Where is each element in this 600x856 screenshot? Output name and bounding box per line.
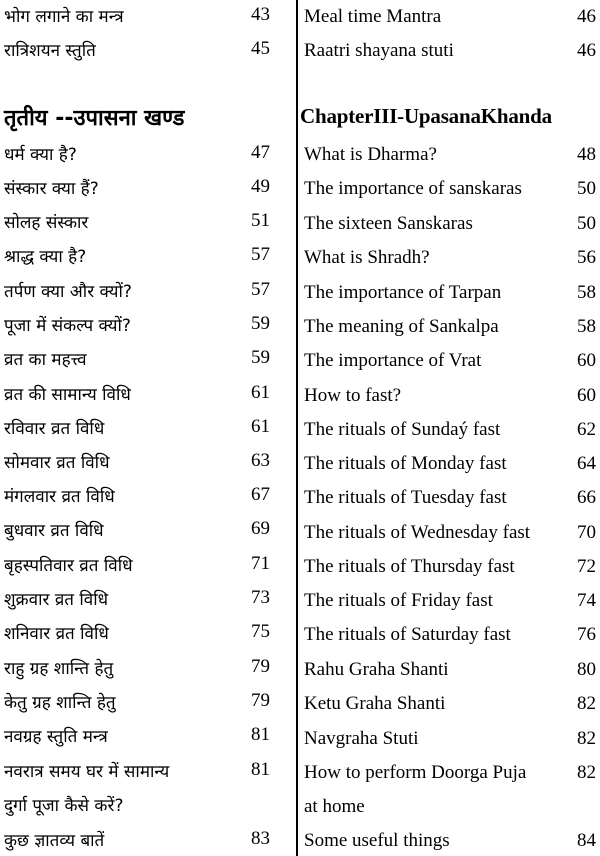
entry-page: 83 — [251, 828, 270, 849]
entry-title: The meaning of Sankalpa — [304, 316, 499, 337]
entry-title: Ketu Graha Shanti — [304, 693, 446, 714]
entry-title: नवरात्र समय घर में सामान्य — [4, 762, 170, 782]
toc-entry — [0, 313, 296, 336]
toc-entry — [300, 419, 600, 441]
entry-title: केतु ग्रह शान्ति हेतु — [4, 693, 116, 713]
entry-title: Rahu Graha Shanti — [304, 659, 449, 680]
entry-title: शनिवार व्रत विधि — [4, 624, 109, 644]
entry-page: 72 — [577, 556, 596, 577]
entry-page: 74 — [577, 590, 596, 611]
entry-title: Navgraha Stuti — [304, 728, 419, 749]
toc-entry — [300, 247, 600, 269]
entry-page: 50 — [577, 213, 596, 234]
entry-page: 59 — [251, 347, 270, 368]
entry-title: How to perform Doorga Puja — [304, 762, 527, 783]
entry-page: 46 — [577, 6, 596, 27]
toc-entry — [300, 350, 600, 372]
entry-title: तर्पण क्या और क्यों? — [4, 282, 132, 302]
entry-page: 79 — [251, 690, 270, 711]
entry-title: नवग्रह स्तुति मन्त्र — [4, 727, 108, 747]
entry-title: भोग लगाने का मन्त्र — [4, 7, 124, 27]
toc-entry — [0, 279, 296, 302]
entry-page: 47 — [251, 142, 270, 163]
toc-entry — [300, 316, 600, 338]
entry-title: श्राद्ध क्या है? — [4, 247, 87, 267]
section-heading — [0, 102, 296, 132]
entry-page: 58 — [577, 282, 596, 303]
entry-title: व्रत का महत्त्व — [4, 350, 87, 370]
toc-entry — [300, 830, 600, 852]
entry-page: 79 — [251, 656, 270, 677]
entry-title: The rituals of Sundaý fast — [304, 419, 501, 440]
entry-page: 81 — [251, 724, 270, 745]
toc-entry — [300, 762, 600, 784]
toc-entry — [300, 40, 600, 62]
entry-page: 60 — [577, 385, 596, 406]
toc-entry — [0, 484, 296, 507]
toc-entry — [0, 587, 296, 610]
entry-title: रात्रिशयन स्तुति — [4, 41, 96, 61]
entry-title: The importance of sanskaras — [304, 178, 522, 199]
entry-title: What is Dharma? — [304, 144, 437, 165]
toc-entry — [0, 382, 296, 405]
toc-entry — [0, 621, 296, 644]
entry-page: 81 — [251, 759, 270, 780]
toc-entry — [300, 728, 600, 750]
entry-page: 61 — [251, 382, 270, 403]
toc-entry — [0, 347, 296, 370]
toc-entry-continued — [300, 796, 600, 818]
entry-title: Raatri shayana stuti — [304, 40, 454, 61]
entry-title: बृहस्पतिवार व्रत विधि — [4, 556, 133, 576]
toc-entry — [0, 38, 296, 61]
toc-entry-continued — [0, 793, 296, 816]
entry-title: पूजा में संकल्प क्यों? — [4, 316, 131, 336]
toc-entry — [300, 213, 600, 235]
entry-page: 82 — [577, 728, 596, 749]
entry-page: 58 — [577, 316, 596, 337]
entry-title: संस्कार क्या हैं? — [4, 179, 99, 199]
section-heading — [300, 104, 600, 129]
toc-entry — [300, 693, 600, 715]
entry-page: 59 — [251, 313, 270, 334]
entry-title: The rituals of Thursday fast — [304, 556, 515, 577]
entry-page: 73 — [251, 587, 270, 608]
toc-entry — [300, 522, 600, 544]
entry-page: 43 — [251, 4, 270, 25]
entry-page: 64 — [577, 453, 596, 474]
entry-title: Meal time Mantra — [304, 6, 442, 27]
section-title: तृतीय --उपासना खण्ड — [4, 106, 185, 131]
entry-page: 61 — [251, 416, 270, 437]
entry-title: The rituals of Friday fast — [304, 590, 493, 611]
toc-entry — [300, 453, 600, 475]
entry-title: राहु ग्रह शान्ति हेतु — [4, 659, 114, 679]
entry-title: How to fast? — [304, 385, 402, 406]
entry-title: बुधवार व्रत विधि — [4, 521, 104, 541]
column-divider — [296, 0, 298, 856]
toc-entry — [0, 176, 296, 199]
entry-page: 69 — [251, 518, 270, 539]
entry-title: The rituals of Tuesday fast — [304, 487, 507, 508]
toc-entry — [0, 553, 296, 576]
entry-title: at home — [304, 796, 365, 817]
entry-page: 48 — [577, 144, 596, 165]
entry-title: The rituals of Monday fast — [304, 453, 507, 474]
toc-entry — [0, 210, 296, 233]
entry-page: 45 — [251, 38, 270, 59]
toc-entry — [300, 624, 600, 646]
entry-title: The importance of Tarpan — [304, 282, 502, 303]
toc-entry — [0, 518, 296, 541]
entry-page: 63 — [251, 450, 270, 471]
entry-page: 60 — [577, 350, 596, 371]
entry-page: 67 — [251, 484, 270, 505]
entry-title: सोलह संस्कार — [4, 213, 89, 233]
entry-page: 57 — [251, 244, 270, 265]
toc-entry — [300, 487, 600, 509]
section-title: ChapterIII-UpasanaKhanda — [300, 104, 552, 128]
entry-page: 82 — [577, 762, 596, 783]
entry-title: कुछ ज्ञातव्य बातें — [4, 831, 105, 851]
toc-entry — [0, 759, 296, 782]
entry-title: Some useful things — [304, 830, 450, 851]
entry-title: धर्म क्या है? — [4, 145, 77, 165]
toc-entry — [300, 590, 600, 612]
toc-entry — [300, 178, 600, 200]
toc-entry — [300, 556, 600, 578]
toc-entry — [300, 659, 600, 681]
entry-page: 70 — [577, 522, 596, 543]
toc-entry — [0, 724, 296, 747]
toc-entry — [0, 244, 296, 267]
toc-entry — [0, 690, 296, 713]
toc-entry — [0, 142, 296, 165]
entry-title: शुक्रवार व्रत विधि — [4, 590, 109, 610]
entry-page: 49 — [251, 176, 270, 197]
entry-page: 76 — [577, 624, 596, 645]
entry-title: What is Shradh? — [304, 247, 430, 268]
entry-title: व्रत की सामान्य विधि — [4, 385, 131, 405]
entry-page: 62 — [577, 419, 596, 440]
entry-title: The importance of Vrat — [304, 350, 482, 371]
toc-entry — [300, 6, 600, 28]
entry-page: 51 — [251, 210, 270, 231]
entry-title: The rituals of Saturday fast — [304, 624, 511, 645]
entry-page: 46 — [577, 40, 596, 61]
entry-title: The rituals of Wednesday fast — [304, 522, 531, 543]
toc-entry — [0, 416, 296, 439]
entry-page: 84 — [577, 830, 596, 851]
toc-entry — [300, 144, 600, 166]
entry-page: 66 — [577, 487, 596, 508]
toc-entry — [0, 4, 296, 27]
entry-page: 71 — [251, 553, 270, 574]
toc-entry — [0, 450, 296, 473]
entry-title: सोमवार व्रत विधि — [4, 453, 110, 473]
entry-title: रविवार व्रत विधि — [4, 419, 105, 439]
entry-page: 57 — [251, 279, 270, 300]
toc-entry — [0, 828, 296, 851]
toc-entry — [300, 385, 600, 407]
entry-page: 56 — [577, 247, 596, 268]
entry-page: 80 — [577, 659, 596, 680]
entry-title: मंगलवार व्रत विधि — [4, 487, 115, 507]
toc-entry — [300, 282, 600, 304]
entry-title: The sixteen Sanskaras — [304, 213, 473, 234]
entry-page: 75 — [251, 621, 270, 642]
entry-page: 50 — [577, 178, 596, 199]
entry-title: दुर्गा पूजा कैसे करें? — [4, 796, 124, 816]
toc-entry — [0, 656, 296, 679]
entry-page: 82 — [577, 693, 596, 714]
